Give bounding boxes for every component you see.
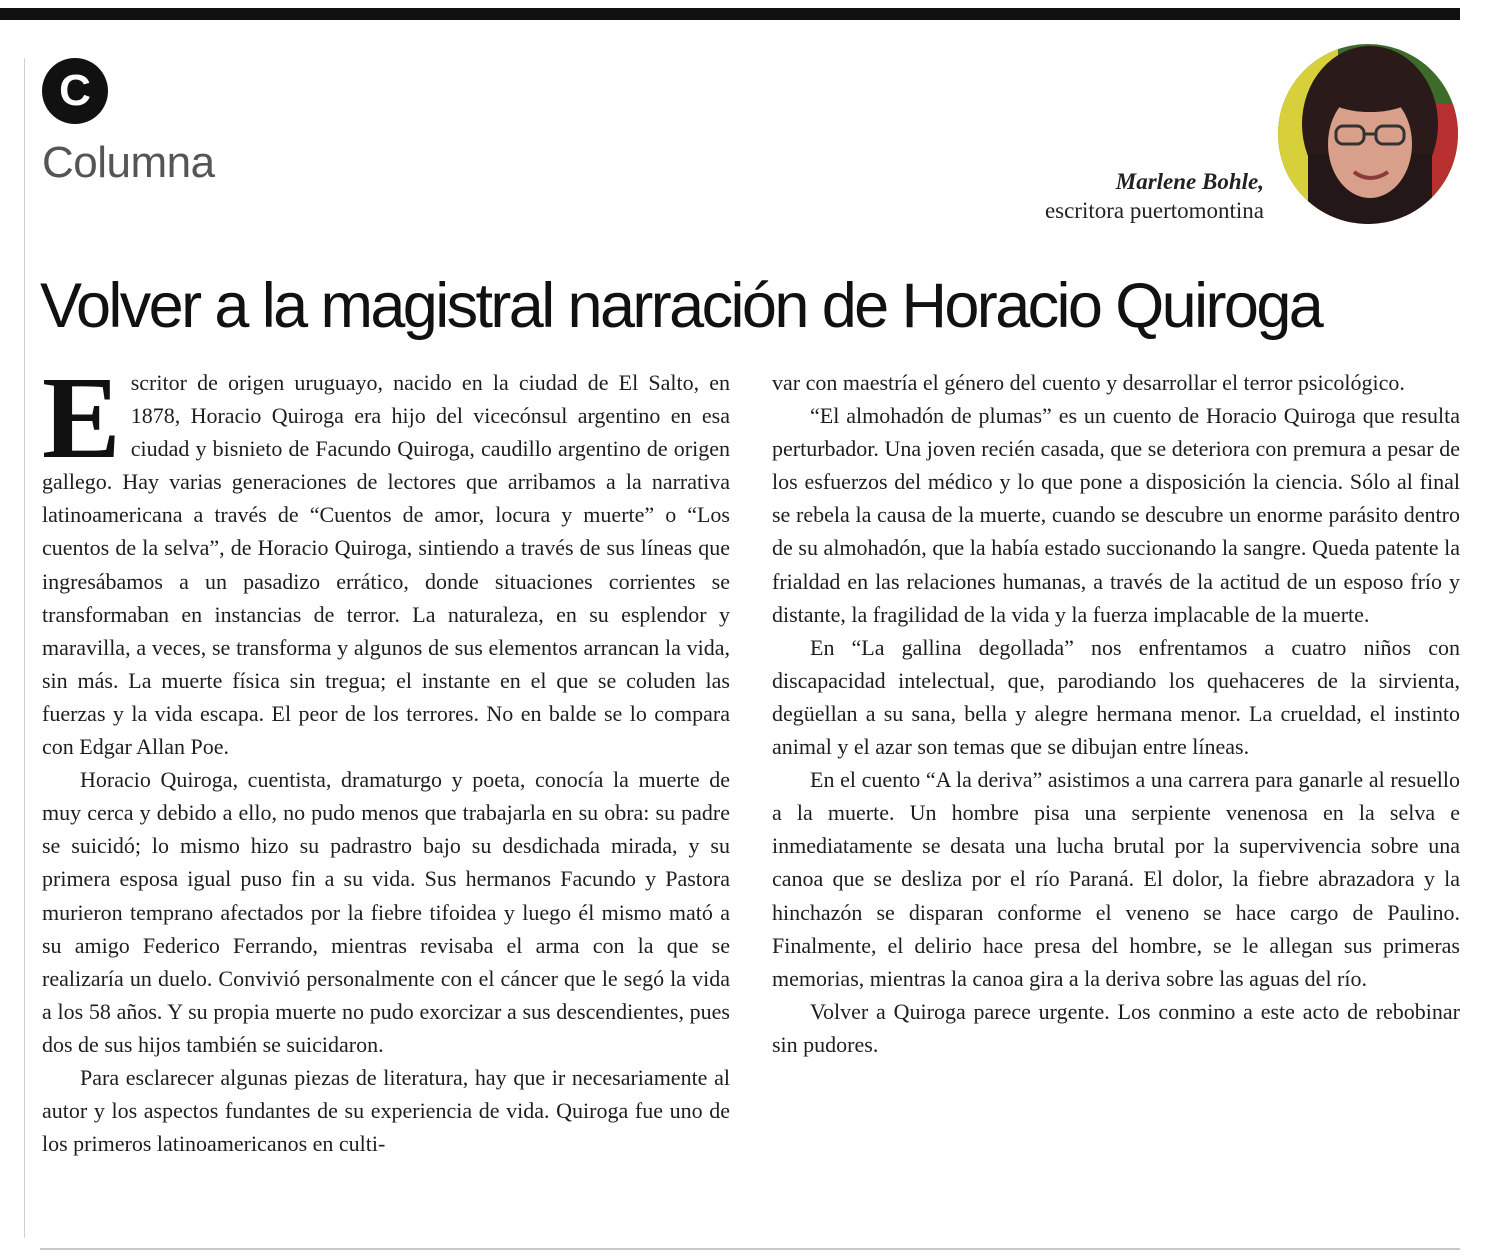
article-paragraph: “El almohadón de plumas” es un cuento de Horacio Quiroga que resulta perturbador. Una joven recién casada, que se deteriora con premura a pesar de los esfuerzos del médico y lo que pone a disposición la ciencia. Sólo al final se rebela la causa de la muerte, cuando se descubre un enorme parásito dentro de su almohadón, que la había estado succionando la sangre. Queda patente la frialdad en las relaciones humanas, a través de la actitud de un esposo frío y distante, la fragilidad de la vida y la fuerza implacable de la muerte. — [772, 403, 1460, 627]
article-paragraph — [42, 352, 730, 763]
article-column-right — [772, 366, 1460, 1061]
top-rule — [0, 8, 1460, 20]
author-role: escritora puertomontina — [1044, 198, 1264, 223]
drop-cap: E — [42, 352, 121, 483]
article-paragraph: En el cuento “A la deriva” asistimos a una carrera para ganarle al resuello a la muerte. Un hombre pisa una serpiente venenosa en la selva e inmediatamente se desata una lucha brutal por la supervivencia sobre una canoa que se desliza por el río Paraná. El dolor, la fiebre abrazadora y la hinchazón se disparan conforme el veneno se hace cargo de Paulino. Finalmente, el delirio hace presa del hombre, se le allegan sus primeras memorias, mientras la canoa gira a la deriva sobre las aguas del río. — [772, 767, 1460, 991]
author-name: Marlene Bohle, — [1115, 169, 1264, 194]
author-portrait-icon — [1278, 44, 1458, 224]
article-paragraph: Horacio Quiroga, cuentista, dramaturgo y poeta, conocía la muerte de muy cerca y debido a ello, no pudo menos que trabajarla en su obra: su padre se suicidó; lo mismo hizo su padrastro bajo su desdichada mirada, y su primera esposa igual puso fin a su vida. Sus hermanos Facundo y Pastora murieron temprano afectados por la fiebre tifoidea y luego él mismo mató a su amigo Federico Ferrando, mientras revisaba el arma con la que se realizaría un duelo. Convivió personalmente con el cáncer que le segó la vida a los 58 años. Y su propia muerte no pudo exorcizar a sus descendientes, pues dos de sus hijos también se suicidaron. — [42, 767, 730, 1057]
article-paragraph: En “La gallina degollada” nos enfrentamos a cuatro niños con discapacidad intelectual, que, parodiando los quehaceres de la sirvienta, degüellan a su sana, bella y alegre hermana menor. La crueldad, el instinto animal y el azar son temas que se dibujan entre líneas. — [772, 634, 1460, 760]
article-headline: Volver a la magistral narración de Horacio Quiroga — [40, 271, 1322, 341]
bottom-rule — [40, 1248, 1460, 1250]
article-paragraph: var con maestría el género del cuento y desarrollar el terror psicológico. — [772, 370, 1405, 395]
paragraph-text: scritor de origen uruguayo, nacido en la ciudad de El Salto, en 1878, Horacio Quiroga era hijo del vicecónsul argentino en esa ciudad y bisnieto de Facundo Quiroga, caudillo argentino de origen gallego. Hay varias generaciones de lectores que arribamos a la narrativa latinoamericana a través de “Cuentos de amor, locura y muerte” o “Los cuentos de la selva”, de Horacio Quiroga, sintiendo a través de sus líneas que ingresábamos a un pasadizo errático, donde situaciones corrientes se transformaban en instancias de terror. La naturaleza, en su esplendor y maravilla, a veces, se transforma y algunos de sus elementos arrancan la vida, sin más. La muerte física sin tregua; el instante en el que se coluden las fuerzas y la vida escapa. El peor de los terrores. No en balde se lo compara con Edgar Allan Poe. — [42, 370, 730, 760]
section-label: Columna — [42, 138, 215, 187]
article-paragraph: Para esclarecer algunas piezas de literatura, hay que ir necesariamente al autor y los aspectos fundantes de su experiencia de vida. Quiroga fue uno de los primeros latinoamericanos en culti- — [42, 1064, 730, 1157]
left-margin-rule — [24, 58, 25, 1238]
article-paragraph: Volver a Quiroga parece urgente. Los conmino a este acto de rebobinar sin pudores. — [772, 998, 1460, 1057]
article-column-left — [42, 352, 730, 1160]
byline — [1045, 168, 1264, 226]
section-badge-icon: C — [42, 58, 108, 124]
